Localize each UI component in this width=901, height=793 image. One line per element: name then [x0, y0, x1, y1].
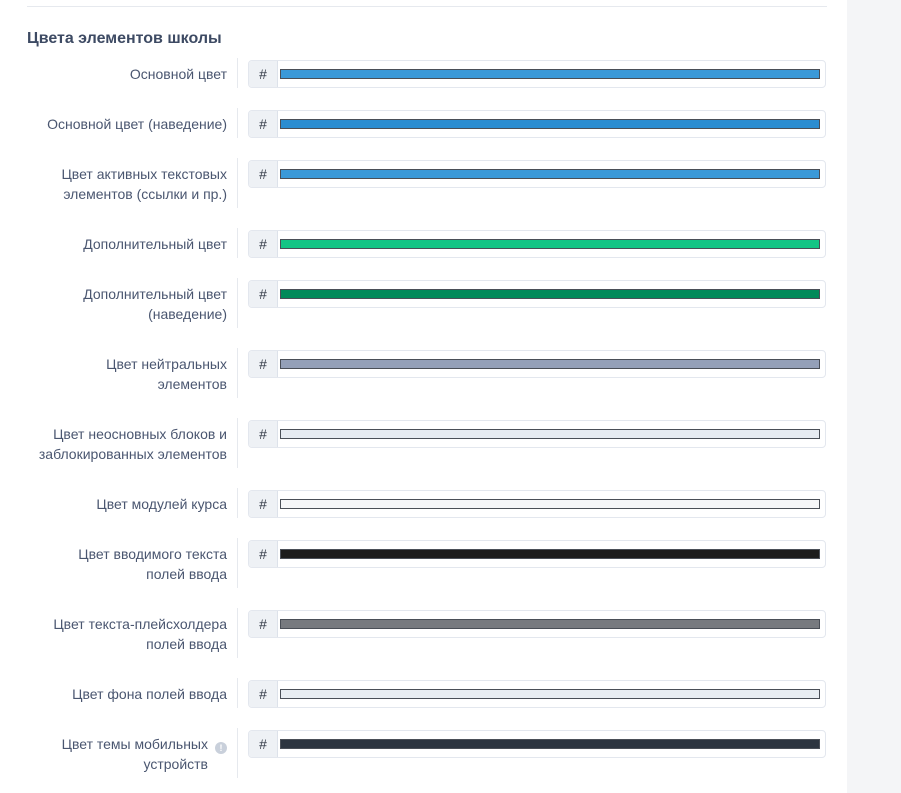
hash-prefix: #: [249, 61, 278, 87]
row-separator-line: [237, 538, 238, 588]
color-setting-row: [0, 730, 847, 780]
color-input-field[interactable]: [248, 60, 826, 88]
hash-prefix: #: [249, 541, 278, 567]
hash-prefix: #: [249, 421, 278, 447]
row-separator-line: [237, 678, 238, 708]
color-setting-label-line: (наведение): [148, 306, 227, 322]
color-swatch[interactable]: [280, 119, 820, 129]
color-setting-label-line: элементов (ссылки и пр.): [63, 186, 227, 202]
color-swatch[interactable]: [280, 499, 820, 509]
row-separator-line: [237, 348, 238, 398]
color-swatch[interactable]: [280, 689, 820, 699]
page-background-right: [847, 0, 901, 793]
color-setting-label: [22, 684, 227, 704]
color-input-field[interactable]: [248, 230, 826, 258]
color-input-field[interactable]: [248, 350, 826, 378]
section-divider: [27, 6, 827, 7]
color-setting-label-line: Основной цвет (наведение): [47, 116, 227, 132]
color-setting-row: [0, 540, 847, 590]
hash-prefix: #: [249, 351, 278, 377]
color-setting-label-line: Основной цвет: [129, 66, 227, 82]
color-swatch[interactable]: [280, 429, 820, 439]
color-setting-label-line: Цвет модулей курса: [96, 496, 227, 512]
color-setting-label-line: заблокированных элементов: [38, 446, 227, 462]
color-setting-row: [0, 160, 847, 210]
row-separator-line: [237, 418, 238, 468]
color-setting-label-line: устройств: [143, 756, 208, 772]
color-setting-label: [22, 494, 227, 514]
hash-prefix: #: [249, 731, 278, 757]
color-setting-row: [0, 610, 847, 660]
hash-prefix: #: [249, 491, 278, 517]
color-setting-row: [0, 230, 847, 260]
color-setting-label-line: Цвет неосновных блоков и: [53, 426, 227, 442]
row-separator-line: [237, 58, 238, 88]
color-setting-label-line: Цвет активных текстовых: [61, 166, 227, 182]
hash-prefix: #: [249, 161, 278, 187]
color-swatch[interactable]: [280, 239, 820, 249]
color-input-field[interactable]: [248, 680, 826, 708]
color-swatch[interactable]: [280, 69, 820, 79]
color-setting-label: [22, 544, 227, 584]
hash-prefix: #: [249, 231, 278, 257]
row-separator-line: [237, 228, 238, 258]
color-input-field[interactable]: [248, 420, 826, 448]
row-separator-line: [237, 608, 238, 658]
color-setting-label-line: Дополнительный цвет: [83, 236, 227, 252]
row-separator-line: [237, 488, 238, 518]
color-setting-row: [0, 280, 847, 330]
color-swatch[interactable]: [280, 359, 820, 369]
color-input-field[interactable]: [248, 540, 826, 568]
row-separator-line: [237, 108, 238, 138]
color-setting-label-line: Цвет нейтральных: [106, 356, 227, 372]
color-setting-label-line: Цвет темы мобильных: [61, 736, 208, 752]
color-swatch[interactable]: [280, 169, 820, 179]
color-setting-label: [3, 734, 223, 774]
color-setting-label-line: элементов: [157, 376, 227, 392]
row-separator-line: [237, 728, 238, 778]
row-separator-line: [237, 278, 238, 328]
color-input-field[interactable]: [248, 160, 826, 188]
info-icon[interactable]: !: [215, 742, 227, 754]
color-input-field[interactable]: [248, 490, 826, 518]
color-setting-row: [0, 60, 847, 90]
color-setting-label-line: Цвет текста-плейсхолдера: [53, 616, 227, 632]
color-swatch[interactable]: [280, 549, 820, 559]
hash-prefix: #: [249, 111, 278, 137]
hash-prefix: #: [249, 281, 278, 307]
color-setting-label-line: Дополнительный цвет: [83, 286, 227, 302]
color-setting-row: [0, 110, 847, 140]
color-input-field[interactable]: [248, 110, 826, 138]
color-setting-label: [22, 234, 227, 254]
hash-prefix: #: [249, 681, 278, 707]
color-setting-label: [22, 354, 227, 394]
color-input-field[interactable]: [248, 610, 826, 638]
color-input-field[interactable]: [248, 280, 826, 308]
color-setting-label: [22, 614, 227, 654]
color-swatch[interactable]: [280, 619, 820, 629]
section-title: Цвета элементов школы: [27, 30, 222, 47]
color-setting-label-line: Цвет вводимого текста: [78, 546, 227, 562]
color-swatch[interactable]: [280, 289, 820, 299]
color-swatch[interactable]: [280, 739, 820, 749]
color-setting-row: [0, 420, 847, 470]
color-setting-label: [22, 284, 227, 324]
color-setting-label: [22, 114, 227, 134]
color-setting-label: [22, 64, 227, 84]
color-setting-label-line: полей ввода: [146, 636, 227, 652]
color-setting-label: [22, 424, 227, 464]
color-setting-label-line: полей ввода: [146, 566, 227, 582]
color-setting-label-line: Цвет фона полей ввода: [72, 686, 227, 702]
row-separator-line: [237, 158, 238, 208]
color-setting-row: [0, 680, 847, 710]
color-input-field[interactable]: [248, 730, 826, 758]
color-setting-row: [0, 490, 847, 520]
hash-prefix: #: [249, 611, 278, 637]
color-setting-row: [0, 350, 847, 400]
color-setting-label: [22, 164, 227, 204]
